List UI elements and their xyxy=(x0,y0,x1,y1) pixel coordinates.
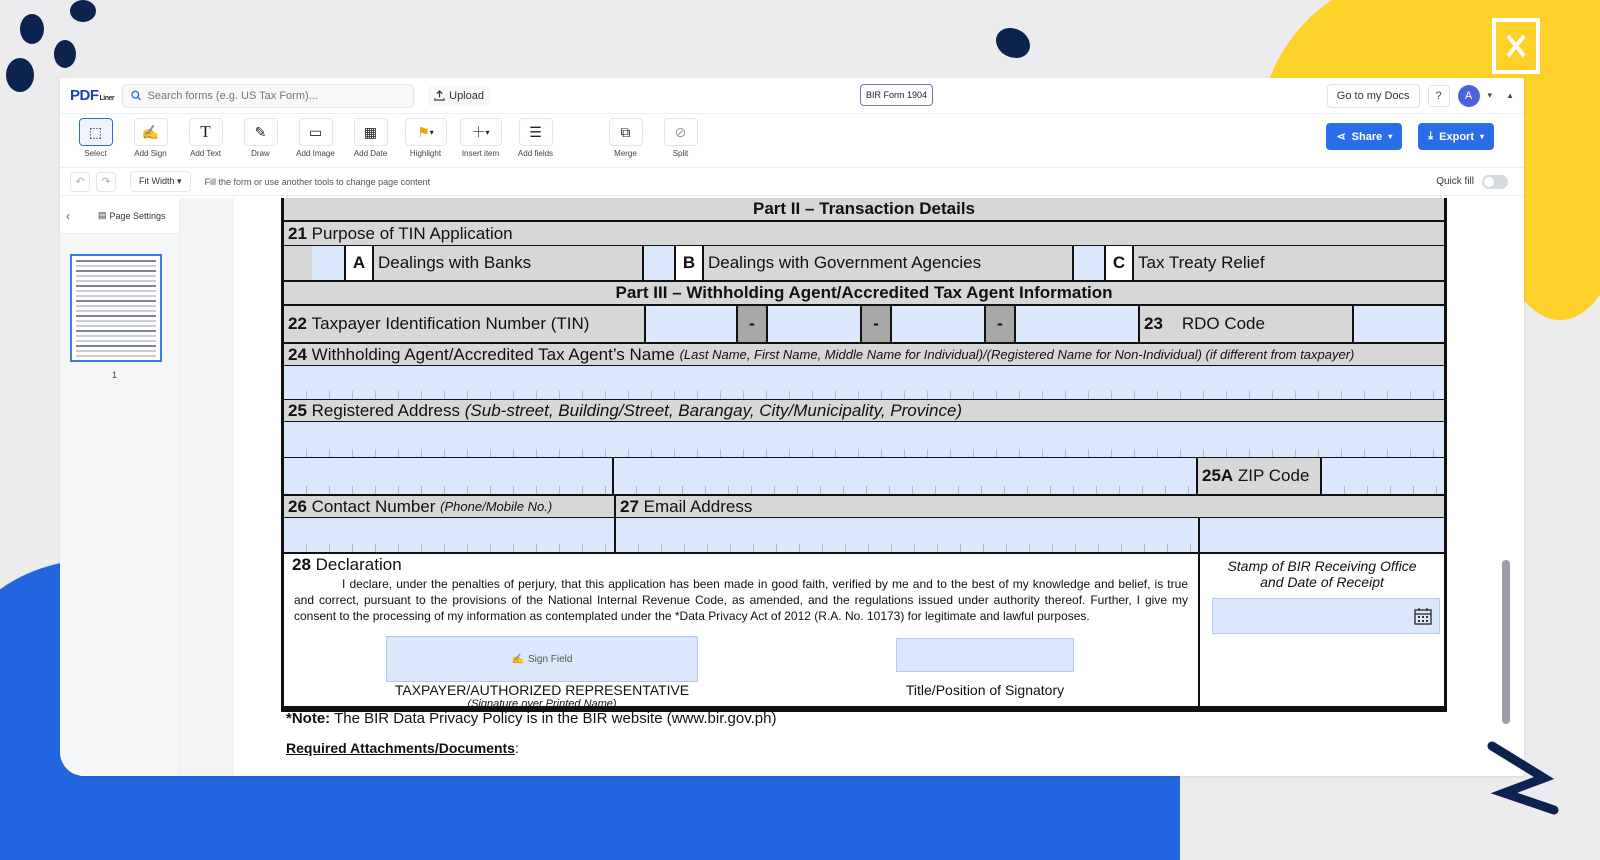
tool-bar xyxy=(60,114,1524,168)
decor-dot xyxy=(20,14,44,44)
attachments-colon: : xyxy=(514,740,519,756)
decor-squiggle xyxy=(1484,738,1564,818)
split-tool[interactable] xyxy=(653,118,708,158)
field-26-hint: (Phone/Mobile No.) xyxy=(440,499,553,514)
calendar-icon: ▦ xyxy=(354,118,388,146)
tool-label: Highlight xyxy=(409,149,442,158)
field-23-label: RDO Code xyxy=(1181,314,1265,333)
tool-label: Add fields xyxy=(517,149,554,158)
option-c-label: Tax Treaty Relief xyxy=(1132,246,1444,280)
field-21-row xyxy=(284,222,1444,246)
add-fields-tool[interactable] xyxy=(508,118,563,158)
add-sign-tool[interactable] xyxy=(123,118,178,158)
decor-logo-mark xyxy=(1488,16,1546,76)
address-zip-row xyxy=(284,458,1444,496)
upload-button[interactable] xyxy=(428,86,490,106)
email-address-input[interactable] xyxy=(614,518,1198,552)
decor-dot xyxy=(54,40,76,68)
part2-header xyxy=(284,198,1444,222)
part3-title: Part III – Withholding Agent/Accredited Tax Agent Information xyxy=(615,283,1113,302)
upload-icon xyxy=(434,90,445,101)
note-text: The BIR Data Privacy Policy is in the BIR website (www.bir.gov.ph) xyxy=(334,710,777,727)
signature-pen-icon: ✍ xyxy=(511,653,524,665)
purpose-options-row xyxy=(284,246,1444,282)
declaration-row xyxy=(284,554,1444,710)
sidebar-gutter xyxy=(180,198,234,776)
calendar-icon[interactable] xyxy=(1413,606,1433,626)
hint-text: Fill the form or use another tools to change page content xyxy=(204,176,431,187)
note-prefix: *Note: xyxy=(286,710,331,727)
merge-tool[interactable] xyxy=(598,118,653,158)
search-icon xyxy=(131,90,141,101)
tool-label: Split xyxy=(672,149,689,158)
highlight-tool[interactable] xyxy=(398,118,453,158)
pdfliner-logo[interactable] xyxy=(70,87,114,104)
part2-title: Part II – Transaction Details xyxy=(752,199,976,218)
option-a-checkbox[interactable] xyxy=(312,246,344,280)
split-icon: ⊘ xyxy=(664,118,698,146)
field-22-23-row xyxy=(284,306,1444,344)
document-canvas xyxy=(234,198,1498,776)
rdo-code-input[interactable] xyxy=(1352,306,1444,342)
vertical-scrollbar-thumb[interactable] xyxy=(1502,560,1510,724)
field-26-label: Contact Number xyxy=(311,496,436,516)
chevron-down-icon[interactable]: ▾ xyxy=(1487,90,1493,100)
field-26-27-label-row xyxy=(284,496,1444,518)
page-number: 1 xyxy=(112,370,118,380)
upload-label: Upload xyxy=(449,89,484,102)
tin-separator: - xyxy=(984,306,1014,342)
merge-icon: ⧉ xyxy=(609,118,643,146)
logo-text: PDF xyxy=(70,87,99,104)
stamp-caption-line-2: and Date of Receipt xyxy=(1260,574,1384,590)
logo-subtext: Liner xyxy=(99,95,115,102)
quick-fill-toggle[interactable] xyxy=(1482,175,1508,189)
zip-code-input[interactable] xyxy=(1320,458,1444,494)
tin-part-2-input[interactable] xyxy=(766,306,860,342)
tool-label: Add Text xyxy=(190,149,221,158)
tool-label: Select xyxy=(84,149,107,158)
signature-subcaption: (Signature over Printed Name) xyxy=(467,698,617,710)
quick-fill xyxy=(1436,175,1508,189)
registered-address-line-1-input[interactable] xyxy=(284,422,1444,458)
export-label: Export xyxy=(1439,130,1474,143)
declaration-text: I declare, under the penalties of perjury, that this application has been made in good faith, verified by me and to the best of my knowledge and belief, is true and correct, pursuant to the provisions of the National Internal Revenue Code, as amended, and the regulations issued under authority thereof. Further, I give my consent to the processing of my information as contemplated under the *Data Privacy Act of 2012 (R.A. No. 10173) for legitimate and lawful purposes. xyxy=(294,577,1188,623)
bir-form-1904 xyxy=(281,198,1447,712)
share-icon: ⋖ xyxy=(1336,131,1346,143)
image-icon: ▭ xyxy=(299,118,333,146)
search-box xyxy=(122,84,414,108)
quick-fill-label: Quick fill xyxy=(1436,176,1474,187)
field-number: 26 xyxy=(288,496,307,516)
tool-label: Add Sign xyxy=(134,149,167,158)
field-25-hint: (Sub-street, Building/Street, Barangay, City/Municipality, Province) xyxy=(464,400,963,420)
decor-dot xyxy=(70,0,96,22)
field-number: 25 xyxy=(288,400,307,420)
option-b-checkbox[interactable] xyxy=(642,246,674,280)
privacy-note xyxy=(286,710,776,727)
date-of-receipt-input[interactable] xyxy=(1212,598,1440,634)
field-number: 23 xyxy=(1144,314,1163,333)
signature-caption: TAXPAYER/AUTHORIZED REPRESENTATIVE xyxy=(394,682,690,698)
chevron-left-icon[interactable]: ‹ xyxy=(66,208,70,223)
collapse-up-icon[interactable]: ▲ xyxy=(1506,91,1514,100)
field-24-hint: (Last Name, First Name, Middle Name for Individual)/(Registered Name for Non-Individual) (if different from taxpayer) xyxy=(679,347,1355,362)
page-sidebar xyxy=(60,198,180,776)
page-settings-button[interactable] xyxy=(98,210,166,221)
registered-address-line-3-input[interactable] xyxy=(612,458,1196,494)
option-a-label: Dealings with Banks xyxy=(372,246,642,280)
option-c-checkbox[interactable] xyxy=(1072,246,1104,280)
tin-branch-code-input[interactable] xyxy=(1014,306,1138,342)
stamp-section xyxy=(1198,554,1444,706)
field-28-label: Declaration xyxy=(315,555,402,574)
add-date-tool[interactable] xyxy=(343,118,398,158)
sign-field-label: Sign Field xyxy=(527,653,573,665)
insert-item-tool[interactable] xyxy=(453,118,508,158)
tin-separator: - xyxy=(860,306,890,342)
tool-label: Add Date xyxy=(353,149,388,158)
draw-tool[interactable] xyxy=(233,118,288,158)
share-label: Share xyxy=(1351,130,1383,143)
part3-header xyxy=(284,282,1444,306)
option-a-letter: A xyxy=(344,246,372,280)
help-button[interactable]: ? xyxy=(1428,85,1450,107)
undo-icon[interactable]: ↶ xyxy=(70,172,90,192)
page-settings-label: Page Settings xyxy=(109,210,166,221)
chevron-down-icon: ▾ xyxy=(1388,132,1393,141)
stamp-caption-line-1: Stamp of BIR Receiving Office xyxy=(1227,558,1417,574)
user-avatar[interactable]: A xyxy=(1458,85,1480,107)
pen-icon: ✎ xyxy=(244,118,278,146)
page-thumbnail[interactable] xyxy=(70,254,162,362)
export-button[interactable] xyxy=(1418,123,1494,150)
highlighter-icon: ⚑ ▾ xyxy=(405,118,447,146)
pdf-editor-window xyxy=(60,78,1524,776)
sign-field[interactable] xyxy=(386,636,698,682)
top-bar xyxy=(60,78,1524,114)
add-image-tool[interactable] xyxy=(288,118,343,158)
title-position-caption: Title/Position of Signatory xyxy=(905,682,1065,698)
field-24-label-row xyxy=(284,344,1444,366)
redo-icon[interactable]: ↷ xyxy=(96,172,116,192)
option-b-letter: B xyxy=(674,246,702,280)
tin-part-3-input[interactable] xyxy=(890,306,984,342)
page-settings-icon: ▤ xyxy=(98,210,107,220)
decor-star xyxy=(996,28,1030,58)
chevron-down-icon: ▾ xyxy=(1479,132,1484,141)
field-24-label: Withholding Agent/Accredited Tax Agent’s Name xyxy=(311,344,675,364)
field-22-label: Taxpayer Identification Number (TIN) xyxy=(311,314,590,333)
decor-dot xyxy=(6,58,34,92)
tin-part-1-input[interactable] xyxy=(644,306,736,342)
add-text-tool[interactable] xyxy=(178,118,233,158)
sub-toolbar xyxy=(60,168,1524,196)
fit-width-label: Fit Width xyxy=(139,176,175,186)
tin-separator: - xyxy=(736,306,766,342)
field-25-label: Registered Address xyxy=(311,400,461,420)
agent-name-input[interactable] xyxy=(284,366,1444,400)
field-number: 28 xyxy=(292,555,311,574)
add-fields-icon: ☰ xyxy=(519,118,553,146)
tool-label: Merge xyxy=(614,149,637,158)
option-b-label: Dealings with Government Agencies xyxy=(702,246,1072,280)
signature-pen-icon: ✍ xyxy=(134,118,168,146)
registered-address-line-2-input[interactable] xyxy=(284,458,612,494)
tool-label: Insert item xyxy=(461,149,500,158)
field-number: 21 xyxy=(288,223,307,243)
select-tool[interactable] xyxy=(68,118,123,158)
contact-number-input[interactable] xyxy=(284,518,614,552)
download-icon: ⤓ xyxy=(1428,130,1434,142)
form-name-badge[interactable]: BIR Form 1904 xyxy=(860,84,933,106)
search-input[interactable] xyxy=(147,90,405,102)
stamp-field-top[interactable] xyxy=(1198,518,1444,552)
text-icon: T xyxy=(189,118,223,146)
tool-label: Add Image xyxy=(296,149,335,158)
field-number: 27 xyxy=(620,496,639,516)
attachments-heading xyxy=(286,740,519,756)
field-number: 24 xyxy=(288,344,307,364)
select-cursor-icon: ⬚ xyxy=(79,118,113,146)
field-25-label-row xyxy=(284,400,1444,422)
field-25a-label: ZIP Code xyxy=(1237,466,1310,485)
option-c-letter: C xyxy=(1104,246,1132,280)
contact-email-row xyxy=(284,518,1444,554)
share-button[interactable] xyxy=(1326,123,1402,150)
tool-label: Draw xyxy=(251,149,270,158)
declaration-section xyxy=(284,554,1198,710)
field-number: 22 xyxy=(288,314,307,333)
attachments-label: Required Attachments/Documents xyxy=(286,740,515,756)
field-21-label: Purpose of TIN Application xyxy=(311,223,513,243)
plus-icon: ＋ ▾ xyxy=(460,118,502,146)
field-number: 25A xyxy=(1202,466,1234,485)
field-27-label: Email Address xyxy=(643,496,753,516)
title-position-input[interactable] xyxy=(896,638,1074,672)
go-to-my-docs-button[interactable]: Go to my Docs xyxy=(1327,84,1420,108)
fit-width-dropdown[interactable]: Fit Width ▾ xyxy=(130,171,191,192)
